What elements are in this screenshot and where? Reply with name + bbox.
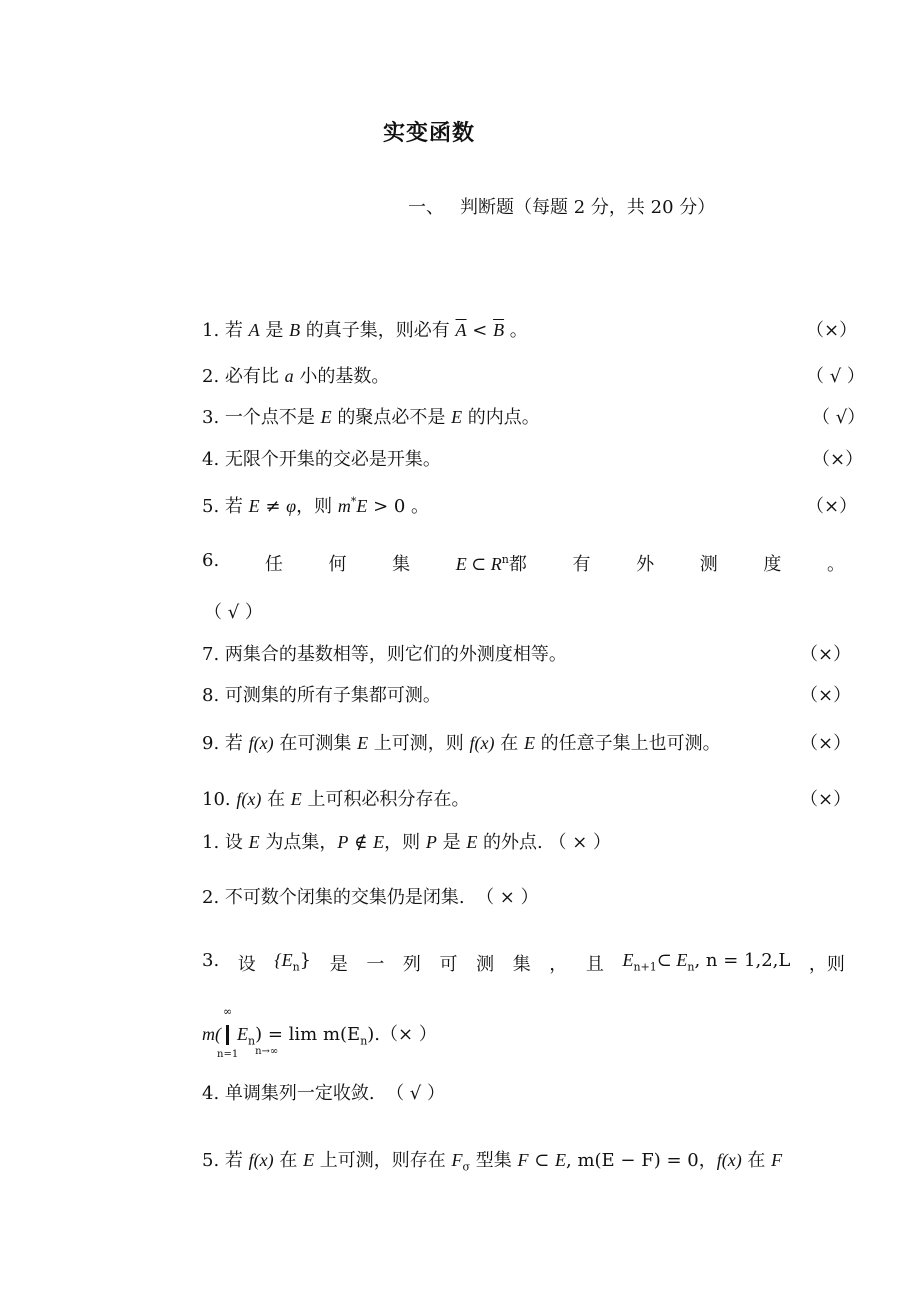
page-title: 实变函数 bbox=[383, 120, 476, 146]
question-10: 10. f(x) 在 E 上可积必积分存在。 bbox=[202, 789, 470, 810]
answer-mark-9: （×） bbox=[800, 733, 852, 754]
union-operator: ∞ n=1 bbox=[217, 1005, 239, 1060]
question-3: 3. 一个点不是 E 的聚点必不是 E 的内点。 bbox=[202, 407, 540, 428]
section-title: 判断题（每题 2 分，共 20 分） bbox=[460, 197, 716, 218]
question-8: 8. 可测集的所有子集都可测。 bbox=[202, 685, 441, 706]
answer-mark-b2: （ × ） bbox=[476, 887, 539, 908]
cardinality-A: $\overline{A}$ bbox=[455, 320, 467, 340]
answer-mark-1: （×） bbox=[806, 320, 858, 341]
answer-mark-b3: （× ） bbox=[380, 1024, 437, 1045]
question-b4: 4. 单调集列一定收敛. （ √ ） bbox=[202, 1083, 445, 1104]
answer-mark-b1: （ × ） bbox=[548, 832, 612, 853]
answer-mark-b4: （ √ ） bbox=[386, 1083, 445, 1104]
section-number: 一、 bbox=[408, 197, 444, 218]
question-b2: 2. 不可数个闭集的交集仍是闭集. （ × ） bbox=[202, 887, 539, 908]
question-4: 4. 无限个开集的交必是开集。 bbox=[202, 449, 441, 470]
question-7: 7. 两集合的基数相等，则它们的外测度相等。 bbox=[202, 644, 567, 665]
question-9: 9. 若 f(x) 在可测集 E 上可测，则 f(x) 在 E 的任意子集上也可测。 bbox=[202, 733, 721, 754]
question-6: 6. 任 何 集 E ⊂ $R^n$都 有 外 测 度 。 bbox=[202, 550, 845, 575]
question-b5: 5. 若 f(x) 在 E 上可测，则存在 $F_\sigma$ 型集 F ⊂ E, m(E − F) = 0，f(x) 在 F bbox=[202, 1150, 783, 1174]
answer-mark-3: （ √） bbox=[812, 407, 866, 428]
answer-mark-7: （×） bbox=[800, 644, 852, 665]
formula-limit: m( ∞ n=1 $E_n) = \lim m(E$ n→∞ $_n$).（× ） bbox=[202, 1005, 437, 1060]
question-b1: 1. 设 E 为点集，P ∉ E，则 P 是 E 的外点. （ × ） bbox=[202, 832, 612, 853]
answer-mark-6: （ √ ） bbox=[204, 602, 263, 623]
limit-expression: ) = lim m(E n→∞ bbox=[255, 1024, 361, 1057]
cardinality-B: $\overline{B}$ bbox=[493, 320, 505, 340]
answer-mark-4: （×） bbox=[812, 449, 864, 470]
question-1: 1. 若 A 是 B 的真子集，则必有 $\overline{A} < \overline{B}$ 。 bbox=[202, 320, 528, 341]
question-5: 5. 若 E ≠ φ，则 m*E > 0 。 bbox=[202, 495, 430, 517]
answer-mark-5: （×） bbox=[806, 496, 858, 517]
answer-mark-10: （×） bbox=[800, 789, 852, 810]
answer-mark-2: （ √ ） bbox=[806, 366, 865, 387]
question-b3: 3. 设 $\{E_n\}$ 是 一 列 可 测 集 ， 且 $E_{n+1}\subset$ $E_n$, n = 1,2,L ，则 bbox=[202, 950, 845, 975]
section-heading bbox=[408, 193, 715, 219]
question-2: 2. 必有比 a 小的基数。 bbox=[202, 366, 390, 387]
answer-mark-8: （×） bbox=[800, 685, 852, 706]
